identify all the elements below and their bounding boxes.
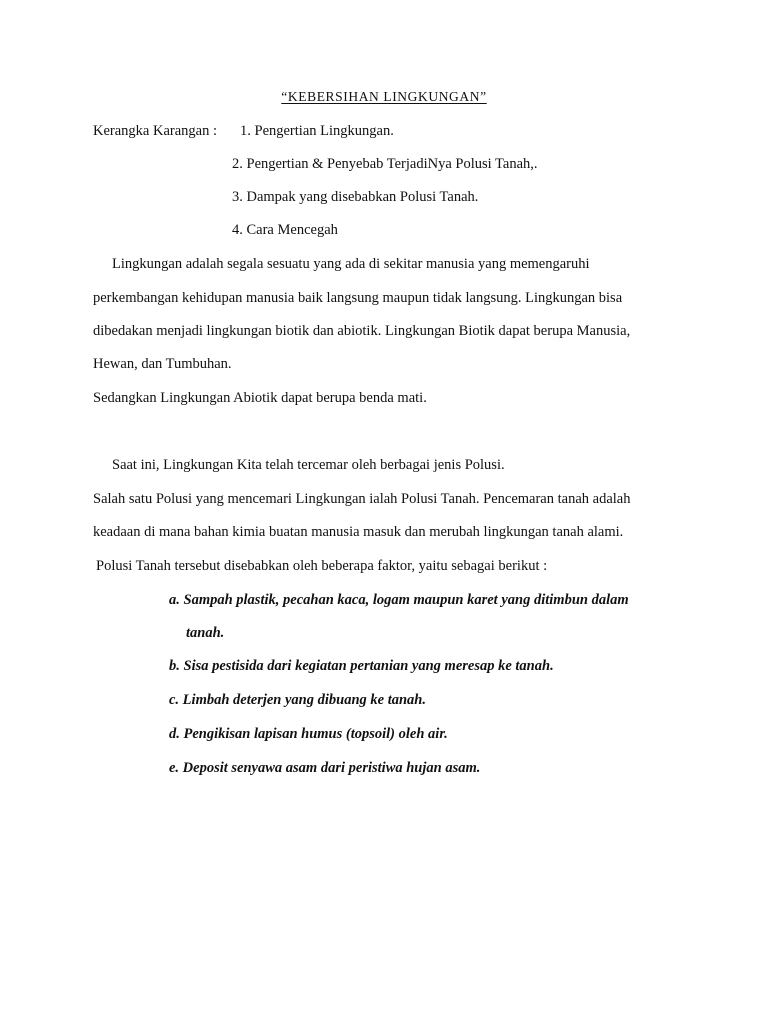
document-title: “KEBERSIHAN LINGKUNGAN” [281, 89, 487, 104]
paragraph2-line-4: Polusi Tanah tersebut disebabkan oleh beberapa faktor, yaitu sebagai berikut : [96, 558, 548, 574]
factor-b: b. Sisa pestisida dari kegiatan pertanian yang meresap ke tanah. [169, 658, 554, 674]
factor-a-line-1: a. Sampah plastik, pecahan kaca, logam maupun karet yang ditimbun dalam [169, 592, 629, 608]
paragraph1-line-2: perkembangan kehidupan manusia baik langsung maupun tidak langsung. Lingkungan bisa [93, 290, 623, 306]
outline-item-2: 2. Pengertian & Penyebab TerjadiNya Polusi Tanah,. [232, 156, 538, 172]
paragraph1-line-4: Hewan, dan Tumbuhan. [93, 356, 232, 372]
outline-label: Kerangka Karangan : [93, 123, 217, 139]
outline-item-4: 4. Cara Mencegah [232, 222, 338, 238]
outline-item-1: 1. Pengertian Lingkungan. [240, 123, 394, 139]
paragraph1-line-3: dibedakan menjadi lingkungan biotik dan abiotik. Lingkungan Biotik dapat berupa Manusia, [93, 323, 631, 339]
paragraph1-line-5: Sedangkan Lingkungan Abiotik dapat berupa benda mati. [93, 390, 427, 406]
factor-a-line-2: tanah. [186, 625, 225, 641]
paragraph1-line-1: Lingkungan adalah segala sesuatu yang ada di sekitar manusia yang memengaruhi [112, 256, 590, 272]
factor-d: d. Pengikisan lapisan humus (topsoil) oleh air. [169, 726, 448, 742]
paragraph2-line-2: Salah satu Polusi yang mencemari Lingkungan ialah Polusi Tanah. Pencemaran tanah adalah [93, 491, 631, 507]
factor-c: c. Limbah deterjen yang dibuang ke tanah. [169, 692, 426, 708]
paragraph2-line-3: keadaan di mana bahan kimia buatan manusia masuk dan merubah lingkungan tanah alami. [93, 524, 624, 540]
factor-e: e. Deposit senyawa asam dari peristiwa hujan asam. [169, 760, 481, 776]
outline-item-3: 3. Dampak yang disebabkan Polusi Tanah. [232, 189, 479, 205]
paragraph2-line-1: Saat ini, Lingkungan Kita telah tercemar oleh berbagai jenis Polusi. [112, 457, 505, 473]
